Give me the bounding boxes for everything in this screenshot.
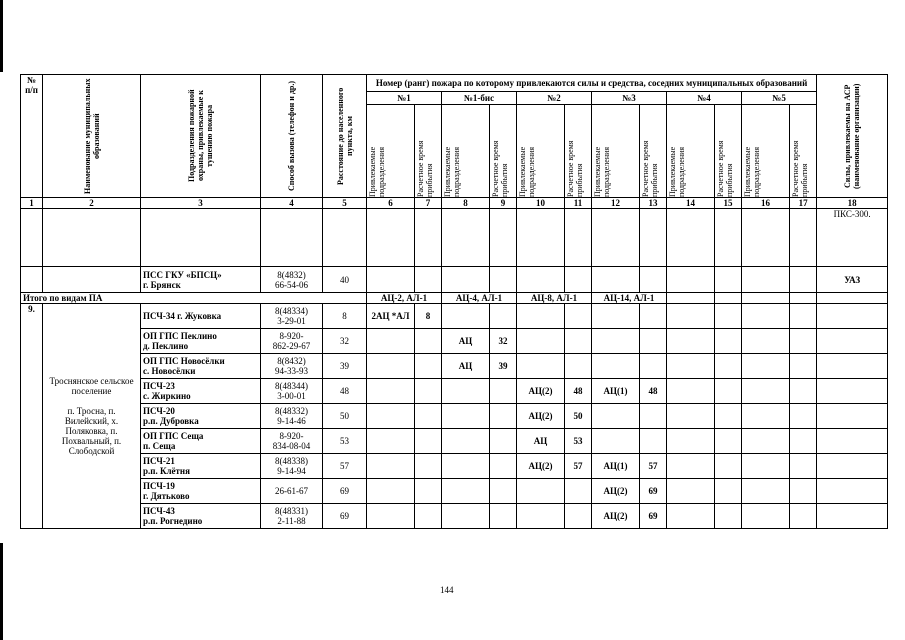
sub-units: Привлекаемые подразделения xyxy=(742,105,790,198)
distance: 8 xyxy=(323,304,367,329)
rank-cell xyxy=(715,329,742,354)
phone: 8(48331) 2-11-88 xyxy=(261,504,323,529)
rank-cell xyxy=(742,429,790,454)
unit-name: ОП ГПС Сеща п. Сеща xyxy=(141,429,261,454)
header-units: Подразделения пожарной охраны, привлекаемые к тушению пожара xyxy=(141,75,261,198)
asr-value xyxy=(817,454,888,479)
rank-cell xyxy=(790,404,817,429)
sub-time: Расчетное время прибытия xyxy=(715,105,742,198)
rank-5: №5 xyxy=(742,92,817,105)
phone: 8(4832) 66-54-06 xyxy=(261,267,323,293)
rank-cell: АЦ(2) xyxy=(592,479,640,504)
rank-cell xyxy=(415,479,442,504)
col-number: 13 xyxy=(640,198,667,209)
rank-cell xyxy=(490,404,517,429)
rank-cell xyxy=(442,504,490,529)
rank-cell: 48 xyxy=(640,379,667,404)
rank-cell xyxy=(442,479,490,504)
rank-cell xyxy=(742,354,790,379)
rank-cell xyxy=(565,304,592,329)
rank-cell xyxy=(415,379,442,404)
sub-time: Расчетное время прибытия xyxy=(565,105,592,198)
rank-cell xyxy=(667,329,715,354)
rank-cell xyxy=(367,504,415,529)
col-number: 4 xyxy=(261,198,323,209)
rank-1-bis: №1-бис xyxy=(442,92,517,105)
unit-name: ПСЧ-20 р.п. Дубровка xyxy=(141,404,261,429)
header-distance: Расстояние до населенного пункта, км xyxy=(323,75,367,198)
rank-cell xyxy=(790,329,817,354)
distance: 69 xyxy=(323,479,367,504)
rank-cell xyxy=(517,304,565,329)
rank-cell xyxy=(667,379,715,404)
rank-cell xyxy=(565,479,592,504)
col-number: 10 xyxy=(517,198,565,209)
phone: 8-920- 862-29-67 xyxy=(261,329,323,354)
rank-cell xyxy=(442,379,490,404)
rank-cell: 48 xyxy=(565,379,592,404)
rank-1: №1 xyxy=(367,92,442,105)
col-number: 7 xyxy=(415,198,442,209)
asr-value xyxy=(817,479,888,504)
col-number: 15 xyxy=(715,198,742,209)
rank-cell: 8 xyxy=(415,304,442,329)
rank-cell: 57 xyxy=(640,454,667,479)
page-edge-bottom xyxy=(0,543,3,640)
phone: 8(48334) 3-29-01 xyxy=(261,304,323,329)
municipality-name: Троснянское сельское поселение xyxy=(49,376,134,396)
table-row xyxy=(21,329,888,354)
rank-cell: АЦ xyxy=(442,354,490,379)
rank-cell xyxy=(742,304,790,329)
rank-cell xyxy=(367,404,415,429)
unit-name: ОП ГПС Новосёлки с. Новосёлки xyxy=(141,354,261,379)
rank-cell xyxy=(667,479,715,504)
rank-cell: 69 xyxy=(640,479,667,504)
rank-cell xyxy=(640,404,667,429)
col-number: 9 xyxy=(490,198,517,209)
asr-value xyxy=(817,504,888,529)
header-asr: Силы, привлекаемы на АСР (наименование организации) xyxy=(817,75,888,198)
col-number: 5 xyxy=(323,198,367,209)
rank-cell xyxy=(415,354,442,379)
sub-time: Расчетное время прибытия xyxy=(790,105,817,198)
rank-cell xyxy=(667,504,715,529)
column-numbers-row xyxy=(21,198,888,209)
header-num: № п/п xyxy=(21,75,43,198)
fire-forces-table xyxy=(20,74,888,529)
rank-cell: 32 xyxy=(490,329,517,354)
rank-cell xyxy=(490,379,517,404)
totals-rank-2: АЦ-8, АЛ-1 xyxy=(517,293,592,304)
rank-cell xyxy=(742,504,790,529)
asr-value xyxy=(817,329,888,354)
rank-cell xyxy=(742,454,790,479)
page-edge-top xyxy=(0,0,3,72)
rank-cell xyxy=(565,504,592,529)
rank-cell xyxy=(367,429,415,454)
rank-cell: 2АЦ *АЛ xyxy=(367,304,415,329)
asr-value: ПКС-300. xyxy=(817,209,888,267)
rank-cell xyxy=(790,379,817,404)
table-row xyxy=(21,479,888,504)
rank-cell xyxy=(517,504,565,529)
rank-cell xyxy=(742,379,790,404)
rank-cell xyxy=(667,404,715,429)
section-rows xyxy=(21,304,888,529)
rank-cell xyxy=(715,354,742,379)
unit-name: ПСЧ-23 с. Жиркино xyxy=(141,379,261,404)
rank-cell xyxy=(790,354,817,379)
phone: 8(48332) 9-14-46 xyxy=(261,404,323,429)
rank-cell: АЦ(1) xyxy=(592,454,640,479)
rank-4: №4 xyxy=(667,92,742,105)
table-row xyxy=(21,429,888,454)
unit-name: ПСЧ-21 р.п. Клётня xyxy=(141,454,261,479)
table-row xyxy=(21,454,888,479)
rank-cell xyxy=(442,429,490,454)
rank-cell xyxy=(490,304,517,329)
rank-cell xyxy=(415,404,442,429)
distance: 40 xyxy=(323,267,367,293)
distance: 53 xyxy=(323,429,367,454)
header-group: Номер (ранг) пожара по которому привлекаются силы и средства, соседних муниципальных образований xyxy=(367,75,817,92)
table-body xyxy=(21,209,888,304)
rank-cell xyxy=(367,329,415,354)
rank-cell xyxy=(415,429,442,454)
rank-cell xyxy=(715,454,742,479)
rank-cell xyxy=(715,429,742,454)
col-number: 3 xyxy=(141,198,261,209)
rank-cell xyxy=(415,329,442,354)
rank-cell xyxy=(640,354,667,379)
distance: 39 xyxy=(323,354,367,379)
rank-cell xyxy=(367,354,415,379)
distance: 32 xyxy=(323,329,367,354)
asr-value xyxy=(817,354,888,379)
table-row xyxy=(21,304,888,329)
sub-time: Расчетное время прибытия xyxy=(490,105,517,198)
col-number: 11 xyxy=(565,198,592,209)
asr-value xyxy=(817,429,888,454)
rank-cell xyxy=(667,304,715,329)
rank-cell xyxy=(592,354,640,379)
rank-cell xyxy=(715,379,742,404)
table-row xyxy=(21,504,888,529)
sub-time: Расчетное время прибытия xyxy=(640,105,667,198)
col-number: 8 xyxy=(442,198,490,209)
rank-cell xyxy=(790,479,817,504)
unit-name: ПСЧ-19 г. Дятьково xyxy=(141,479,261,504)
rank-cell xyxy=(565,329,592,354)
rank-cell xyxy=(715,304,742,329)
rank-cell: АЦ(2) xyxy=(517,404,565,429)
col-number: 1 xyxy=(21,198,43,209)
rank-cell: АЦ(2) xyxy=(517,379,565,404)
rank-cell xyxy=(490,479,517,504)
col-number: 12 xyxy=(592,198,640,209)
rank-cell: 57 xyxy=(565,454,592,479)
col-number: 2 xyxy=(43,198,141,209)
table-row xyxy=(21,267,888,293)
rank-cell xyxy=(592,429,640,454)
rank-cell xyxy=(640,304,667,329)
rank-2: №2 xyxy=(517,92,592,105)
totals-rank-1-bis: АЦ-4, АЛ-1 xyxy=(442,293,517,304)
rank-cell xyxy=(415,504,442,529)
municipality-cell xyxy=(43,304,141,529)
sub-time: Расчетное время прибытия xyxy=(415,105,442,198)
unit-name: ОП ГПС Пеклино д. Пеклино xyxy=(141,329,261,354)
rank-cell xyxy=(667,454,715,479)
unit-name: ПСС ГКУ «БПСЦ» г. Брянск xyxy=(141,267,261,293)
rank-cell xyxy=(367,454,415,479)
rank-3: №3 xyxy=(592,92,667,105)
rank-cell xyxy=(742,329,790,354)
rank-cell xyxy=(667,354,715,379)
rank-cell xyxy=(517,479,565,504)
distance: 50 xyxy=(323,404,367,429)
header-call-method: Способ вызова (телефон и др.) xyxy=(261,75,323,198)
rank-cell xyxy=(592,404,640,429)
totals-rank-1: АЦ-2, АЛ-1 xyxy=(367,293,442,304)
col-number: 16 xyxy=(742,198,790,209)
rank-cell: АЦ(2) xyxy=(517,454,565,479)
rank-cell: 50 xyxy=(565,404,592,429)
rank-cell xyxy=(367,479,415,504)
header-municipality: Наименование муниципальных образований xyxy=(43,75,141,198)
rank-cell xyxy=(742,404,790,429)
col-number: 17 xyxy=(790,198,817,209)
rank-cell xyxy=(790,504,817,529)
rank-cell xyxy=(415,454,442,479)
rank-cell xyxy=(790,304,817,329)
rank-cell xyxy=(490,504,517,529)
sub-units: Привлекаемые подразделения xyxy=(367,105,415,198)
rank-cell xyxy=(592,304,640,329)
rank-cell: 53 xyxy=(565,429,592,454)
rank-cell xyxy=(442,454,490,479)
sub-units: Привлекаемые подразделения xyxy=(442,105,490,198)
table-head xyxy=(21,75,888,209)
asr-value: УАЗ xyxy=(817,267,888,293)
rank-cell: АЦ(1) xyxy=(592,379,640,404)
rank-cell xyxy=(640,329,667,354)
page-number: 144 xyxy=(440,585,454,595)
col-number: 14 xyxy=(667,198,715,209)
phone: 26-61-67 xyxy=(261,479,323,504)
rank-cell xyxy=(715,404,742,429)
section-number: 9. xyxy=(21,304,43,529)
distance: 69 xyxy=(323,504,367,529)
table-row xyxy=(21,379,888,404)
distance: 57 xyxy=(323,454,367,479)
sub-units: Привлекаемые подразделения xyxy=(517,105,565,198)
rank-cell xyxy=(517,354,565,379)
distance: 48 xyxy=(323,379,367,404)
rank-cell xyxy=(715,479,742,504)
rank-cell xyxy=(442,304,490,329)
totals-label: Итого по видам ПА xyxy=(21,293,367,304)
rank-cell: 69 xyxy=(640,504,667,529)
rank-cell xyxy=(517,329,565,354)
rank-cell xyxy=(490,454,517,479)
table-row xyxy=(21,354,888,379)
rank-cell: АЦ(2) xyxy=(592,504,640,529)
unit-name: ПСЧ-43 р.п. Рогнедино xyxy=(141,504,261,529)
phone: 8-920- 834-08-04 xyxy=(261,429,323,454)
rank-cell: АЦ xyxy=(517,429,565,454)
phone: 8(48338) 9-14-94 xyxy=(261,454,323,479)
rank-cell xyxy=(367,379,415,404)
asr-value xyxy=(817,304,888,329)
unit-name: ПСЧ-34 г. Жуковка xyxy=(141,304,261,329)
totals-rank-3: АЦ-14, АЛ-1 xyxy=(592,293,667,304)
rank-cell xyxy=(715,504,742,529)
sub-units: Привлекаемые подразделения xyxy=(667,105,715,198)
rank-cell xyxy=(565,354,592,379)
rank-cell xyxy=(667,429,715,454)
phone: 8(48344) 3-00-01 xyxy=(261,379,323,404)
rank-cell xyxy=(790,454,817,479)
col-number: 18 xyxy=(817,198,888,209)
rank-cell xyxy=(490,429,517,454)
rank-cell xyxy=(592,329,640,354)
rank-cell xyxy=(640,429,667,454)
rank-cell: 39 xyxy=(490,354,517,379)
totals-row xyxy=(21,293,888,304)
asr-value xyxy=(817,404,888,429)
rank-cell: АЦ xyxy=(442,329,490,354)
rank-cell xyxy=(790,429,817,454)
col-number: 6 xyxy=(367,198,415,209)
sub-units: Привлекаемые подразделения xyxy=(592,105,640,198)
asr-value xyxy=(817,379,888,404)
settlements-list: п. Тросна, п. Вилейский, х. Поляковка, п. Похвальный, п. Слободской xyxy=(61,406,122,456)
table-row xyxy=(21,209,888,267)
table-row xyxy=(21,404,888,429)
rank-cell xyxy=(442,404,490,429)
rank-cell xyxy=(742,479,790,504)
phone: 8(8432) 94-33-93 xyxy=(261,354,323,379)
